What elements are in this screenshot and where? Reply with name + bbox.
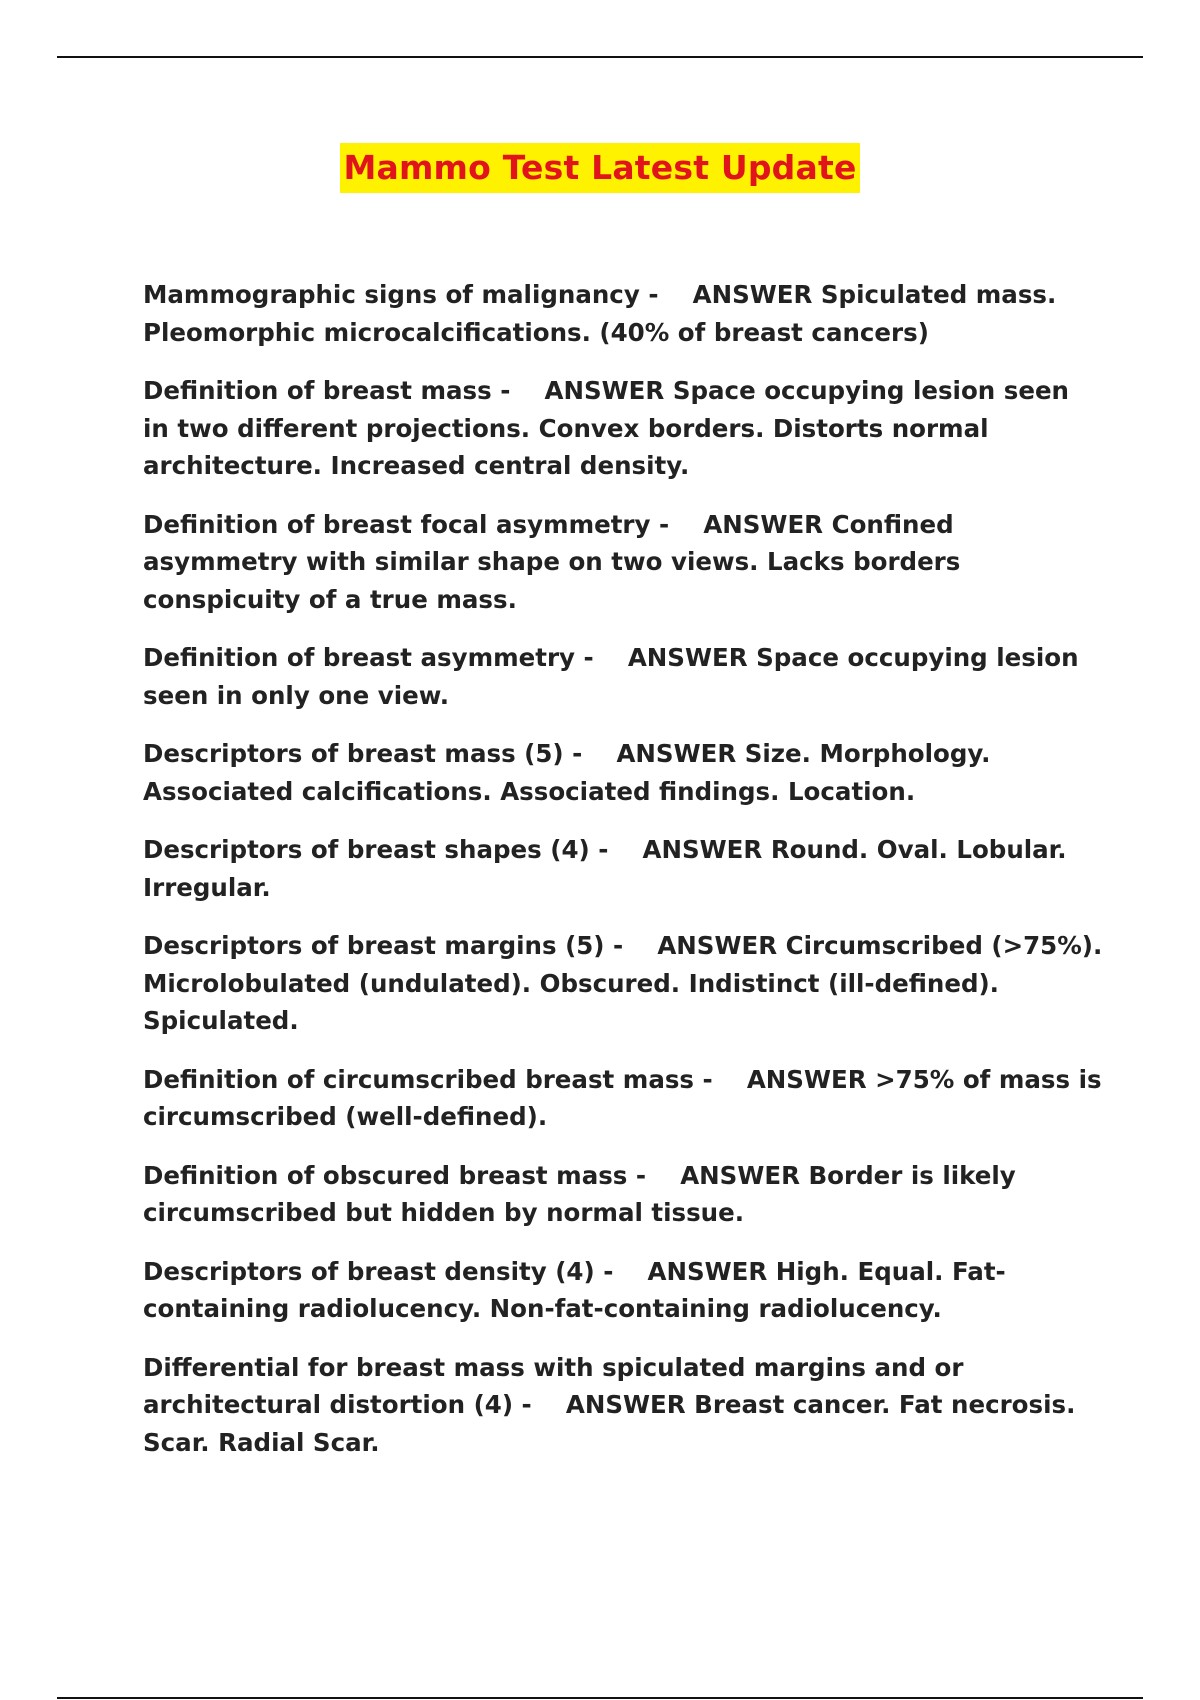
qa-item: Definition of breast asymmetry - ANSWER Space occupying lesion seen in only one view.: [143, 643, 1079, 710]
answer-text: Size. Morphology. Associated calcifications. Associated findings. Location.: [143, 739, 991, 806]
qa-item: Differential for breast mass with spiculated margins and or architectural distortion (4) - ANSWER Breast cancer. Fat necrosis. Scar. Radial Scar.: [143, 1352, 1076, 1457]
question-text: Definition of breast focal asymmetry: [143, 509, 651, 539]
qa-list: [143, 276, 1103, 1482]
answer-text: Circumscribed (>75%). Microlobulated (undulated). Obscured. Indistinct (ill-defined). Spiculated.: [143, 931, 1103, 1035]
answer-text: Space occupying lesion seen in two different projections. Convex borders. Distorts normal architecture. Increased central density.: [143, 376, 1070, 480]
answer-text: Border is likely circumscribed but hidden by normal tissue.: [143, 1160, 1016, 1227]
answer-label: ANSWER: [703, 509, 824, 539]
answer-label: ANSWER: [746, 1064, 867, 1094]
question-text: Definition of breast mass: [143, 376, 492, 405]
question-text: Descriptors of breast shapes (4): [143, 835, 590, 864]
bottom-rule: [57, 1697, 1143, 1699]
answer-text: Round. Oval. Lobular. Irregular.: [143, 835, 1067, 902]
qa-item: Definition of breast mass - ANSWER Space occupying lesion seen in two different projections. Convex borders. Distorts normal architecture. Increased central density.: [143, 376, 1070, 480]
qa-item: Descriptors of breast mass (5) - ANSWER Size. Morphology. Associated calcifications. Associated findings. Location.: [143, 739, 991, 806]
question-text: Mammographic signs of malignancy: [143, 280, 640, 309]
question-text: Definition of breast asymmetry: [143, 643, 576, 672]
answer-label: ANSWER: [647, 1256, 768, 1286]
answer-text: Space occupying lesion seen in only one view.: [143, 643, 1079, 710]
answer-label: ANSWER: [627, 643, 748, 672]
answer-text: Breast cancer. Fat necrosis. Scar. Radial Scar.: [143, 1390, 1076, 1457]
answer-label: ANSWER: [657, 931, 778, 960]
answer-label: ANSWER: [565, 1390, 686, 1419]
answer-text: High. Equal. Fat-containing radiolucency. Non-fat-containing radiolucency.: [143, 1256, 1006, 1323]
qa-item: Definition of obscured breast mass - ANSWER Border is likely circumscribed but hidden by normal tissue.: [143, 1160, 1016, 1227]
answer-text: Confined asymmetry with similar shape on two views. Lacks borders conspicuity of a true mass.: [143, 509, 961, 614]
question-text: Descriptors of breast margins (5): [143, 931, 605, 960]
top-rule: [57, 56, 1143, 58]
answer-label: ANSWER: [616, 739, 737, 768]
qa-item: Mammographic signs of malignancy - ANSWER Spiculated mass. Pleomorphic microcalcifications. (40% of breast cancers): [143, 280, 1057, 347]
document-title: Mammo Test Latest Update: [340, 143, 859, 193]
question-text: Descriptors of breast density (4): [143, 1256, 595, 1286]
question-text: Differential for breast mass with spiculated margins and or architectural distortion (4): [143, 1352, 964, 1419]
qa-item: Descriptors of breast density (4) - ANSWER High. Equal. Fat-containing radiolucency. Non-fat-containing radiolucency.: [143, 1256, 1006, 1323]
answer-label: ANSWER: [642, 835, 763, 864]
answer-label: ANSWER: [692, 280, 813, 309]
qa-item: Descriptors of breast shapes (4) - ANSWER Round. Oval. Lobular. Irregular.: [143, 835, 1067, 902]
qa-item: Definition of circumscribed breast mass - ANSWER >75% of mass is circumscribed (well-defined).: [143, 1064, 1102, 1131]
question-text: Definition of obscured breast mass: [143, 1160, 628, 1190]
qa-item: Descriptors of breast margins (5) - ANSWER Circumscribed (>75%). Microlobulated (undulated). Obscured. Indistinct (ill-defined). Spiculated.: [143, 931, 1103, 1035]
answer-text: >75% of mass is circumscribed (well-defined).: [143, 1064, 1102, 1131]
question-text: Definition of circumscribed breast mass: [143, 1064, 695, 1094]
title-block: [0, 143, 1200, 193]
answer-label: ANSWER: [544, 376, 665, 405]
answer-label: ANSWER: [680, 1160, 800, 1190]
answer-text: Spiculated mass. Pleomorphic microcalcifications. (40% of breast cancers): [143, 280, 1057, 347]
question-text: Descriptors of breast mass (5): [143, 739, 564, 768]
qa-item: Definition of breast focal asymmetry - ANSWER Confined asymmetry with similar shape on two views. Lacks borders conspicuity of a true mass.: [143, 509, 961, 614]
